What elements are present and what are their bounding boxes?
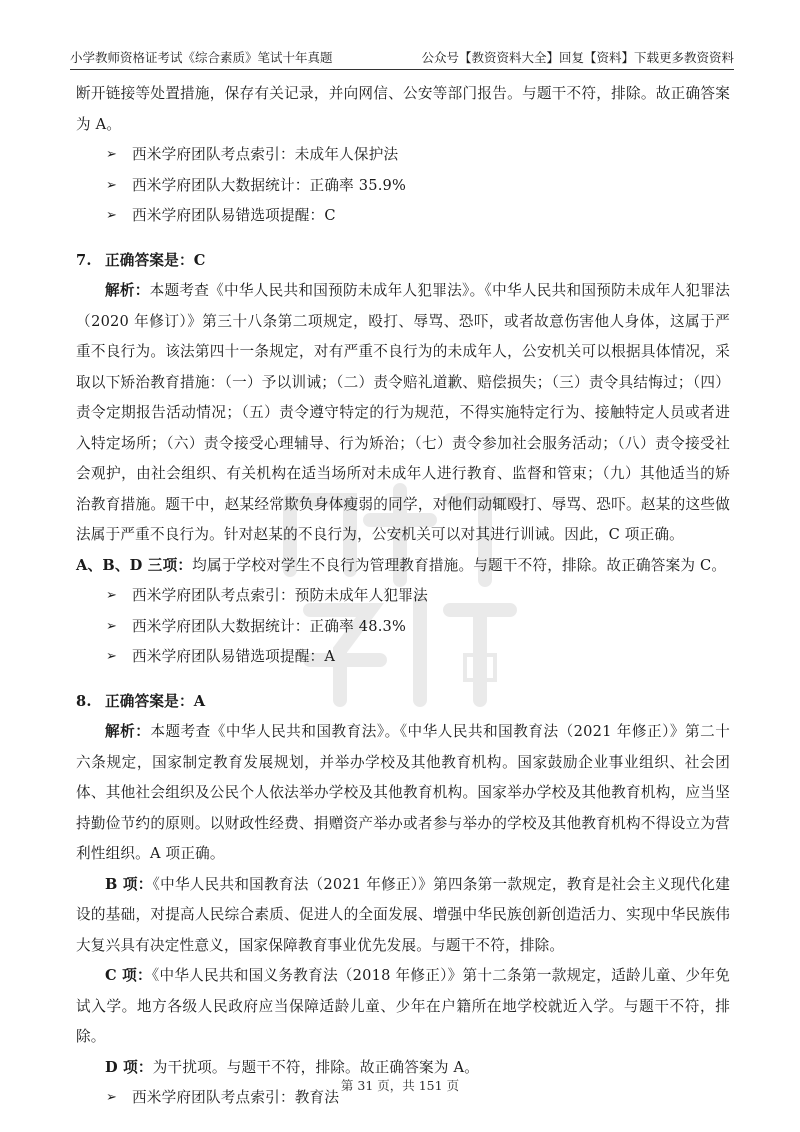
- arrow-bullet-icon: ➢: [106, 208, 118, 223]
- arrow-bullet-icon: ➢: [106, 147, 118, 162]
- list-item: ➢ 西米学府团队易错选项提醒：C: [76, 201, 730, 232]
- document-body: [76, 79, 730, 1114]
- q7-answer-heading: [76, 246, 730, 277]
- q7-abd-options: A、B、D 三项：均属于学校对学生不良行为管理教育措施。与题干不符，排除。故正确答案为 C。: [76, 556, 727, 574]
- q8-option-b: B 项：《中华人民共和国教育法（2021 年修正）》第四条第一款规定，教育是社会主义现代化建设的基础，对提高人民综合素质、促进人的全面发展、增强中华民族创新创造活力、实现中华民族伟大复兴具有决定性意义，国家保障教育事业优先发展。与题干不符，排除。: [76, 875, 730, 954]
- header-right-note: 公众号【教资资料大全】回复【资料】下载更多教资资料: [421, 50, 734, 65]
- header-left-title: 小学教师资格证考试《综合素质》笔试十年真题: [70, 50, 333, 65]
- q7-analysis: 解析：本题考查《中华人民共和国预防未成年人犯罪法》。《中华人民共和国预防未成年人犯罪法（2020 年修订）》第三十八条第二项规定，殴打、辱骂、恐吓，或者故意伤害他人身体，这属于严重不良行为。该法第四十一条规定，对有严重不良行为的未成年人，公安机关可以根据具体情况，采取以下矫治教育措施：（一）予以训诫；（二）责令赔礼道歉、赔偿损失；（三）责令具结悔过；（四）责令定期报告活动情况；（五）责令遵守特定的行为规范，不得实施特定行为、接触特定人员或者进入特定场所；（六）责令接受心理辅导、行为矫治；（七）责令参加社会服务活动；（八）责令接受社会观护，由社会组织、有关机构在适当场所对未成年人进行教育、监督和管束；（九）其他适当的矫治教育措施。题干中，赵某经常欺负身体瘦弱的同学，对他们动辄殴打、辱骂、恐吓。赵某的这些做法属于严重不良行为。针对赵某的不良行为，公安机关可以对其进行训诫。因此，C 项正确。: [76, 282, 731, 543]
- q7-answer: 正确答案是：C: [105, 251, 206, 269]
- q8-analysis: 解析：本题考查《中华人民共和国教育法》。《中华人民共和国教育法（2021 年修正）》第二十六条规定，国家制定教育发展规划，并举办学校及其他教育机构。国家鼓励企业事业组织、社会团体、其他社会组织及公民个人依法举办学校及其他教育机构。国家举办学校及其他教育机构，应当坚持勤俭节约的原则。以财政性经费、捐赠资产举办或者参与举办的学校及其他教育机构不得设立为营利性组织。A 项正确。: [76, 723, 730, 862]
- arrow-bullet-icon: ➢: [106, 1090, 118, 1105]
- q8-answer: 正确答案是：A: [105, 692, 206, 710]
- arrow-bullet-icon: ➢: [106, 588, 118, 603]
- page-header: [70, 44, 734, 70]
- q8-option-d: D 项：为干扰项。与题干不符，排除。故正确答案为 A。: [105, 1058, 479, 1076]
- arrow-bullet-icon: ➢: [106, 649, 118, 664]
- q8-option-c: C 项：《中华人民共和国义务教育法（2018 年修正）》第十二条第一款规定，适龄儿童、少年免试入学。地方各级人民政府应当保障适龄儿童、少年在户籍所在地学校就近入学。与题干不符，排除。: [76, 967, 730, 1045]
- list-item: ➢ 西米学府团队大数据统计：正确率 35.9%: [76, 171, 730, 202]
- q8-answer-heading: [76, 687, 730, 718]
- list-item: ➢ 西米学府团队考点索引：教育法: [76, 1083, 730, 1114]
- list-item: ➢ 西米学府团队考点索引：预防未成年人犯罪法: [76, 581, 730, 612]
- list-item: ➢ 西米学府团队易错选项提醒：A: [76, 642, 730, 673]
- page-footer: 第 31 页，共 151 页: [340, 1078, 460, 1093]
- q8-number: 8.: [76, 692, 92, 710]
- list-item: ➢ 西米学府团队大数据统计：正确率 48.3%: [76, 612, 730, 643]
- arrow-bullet-icon: ➢: [106, 618, 118, 634]
- q7-number: 7.: [76, 251, 92, 269]
- arrow-bullet-icon: ➢: [106, 177, 118, 193]
- list-item: ➢ 西米学府团队考点索引：未成年人保护法: [76, 140, 730, 171]
- intro-paragraph: 断开链接等处置措施，保存有关记录，并向网信、公安等部门报告。与题干不符，排除。故正确答案为 A。: [76, 85, 730, 133]
